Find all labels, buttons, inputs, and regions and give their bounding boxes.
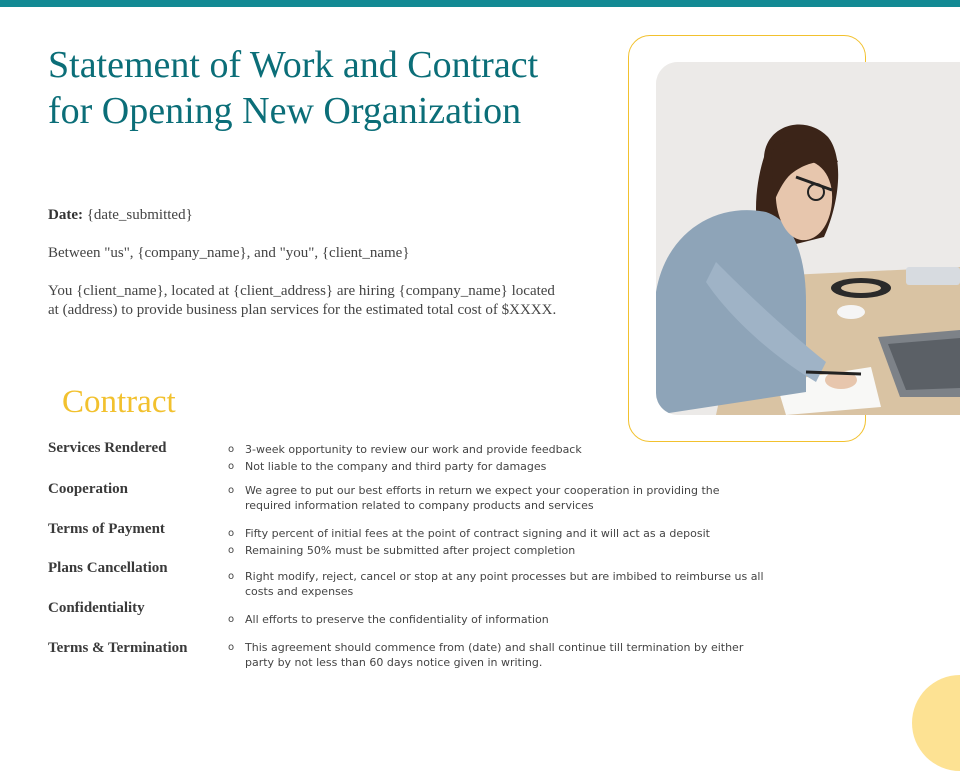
page-title: Statement of Work and Contract for Opening New Organization <box>48 44 539 132</box>
date-value: {date_submitted} <box>82 207 193 223</box>
term-bullets <box>228 442 798 476</box>
intro-block <box>48 206 568 339</box>
contract-heading: Contract <box>62 384 176 420</box>
bullet-marker-icon: o <box>228 571 235 582</box>
term-bullets <box>228 640 773 672</box>
bullet-marker-icon: o <box>228 485 235 496</box>
term-label: Cooperation <box>48 481 128 497</box>
term-label: Services Rendered <box>48 440 167 456</box>
date-label: Date: <box>48 207 83 223</box>
bullet-item: o Not liable to the company and third party for damages <box>228 460 547 473</box>
bullet-item: o This agreement should commence from (date) and shall continue till termination by either party by not less than 60 days notice given in writing. <box>228 641 744 669</box>
bullet-marker-icon: o <box>228 545 235 556</box>
bullet-item: o Fifty percent of initial fees at the point of contract signing and it will act as a deposit <box>228 527 710 540</box>
decorative-circle <box>912 675 960 771</box>
woman-writing-photo <box>656 62 960 415</box>
bullet-marker-icon: o <box>228 461 235 472</box>
bullet-marker-icon: o <box>228 642 235 653</box>
term-bullets <box>228 569 788 601</box>
term-label: Terms of Payment <box>48 521 165 537</box>
between-line: Between "us", {company_name}, and "you", {client_name} <box>48 245 410 261</box>
bullet-marker-icon: o <box>228 528 235 539</box>
bullet-item: o We agree to put our best efforts in return we expect your cooperation in providing the required information related to company products and services <box>228 484 720 512</box>
top-accent-bar <box>0 0 960 7</box>
bullet-item: o All efforts to preserve the confidentiality of information <box>228 613 549 626</box>
term-bullets <box>228 526 798 560</box>
term-bullets <box>228 483 748 515</box>
term-label: Terms & Termination <box>48 640 188 656</box>
term-label: Confidentiality <box>48 600 145 616</box>
term-bullets <box>228 612 798 629</box>
term-label: Plans Cancellation <box>48 560 168 576</box>
bullet-item: o Remaining 50% must be submitted after project completion <box>228 544 576 557</box>
bullet-item: o Right modify, reject, cancel or stop at any point processes but are imbibed to reimburse us all costs and expenses <box>228 570 764 598</box>
bullet-marker-icon: o <box>228 614 235 625</box>
date-line <box>48 206 568 225</box>
bullet-marker-icon: o <box>228 444 235 455</box>
bullet-item: o 3-week opportunity to review our work and provide feedback <box>228 443 582 456</box>
hiring-paragraph: You {client_name}, located at {client_address} are hiring {company_name} located at (address) to provide business plan services for the estimated total cost of $XXXX. <box>48 283 557 318</box>
photo-illustration <box>656 62 960 415</box>
